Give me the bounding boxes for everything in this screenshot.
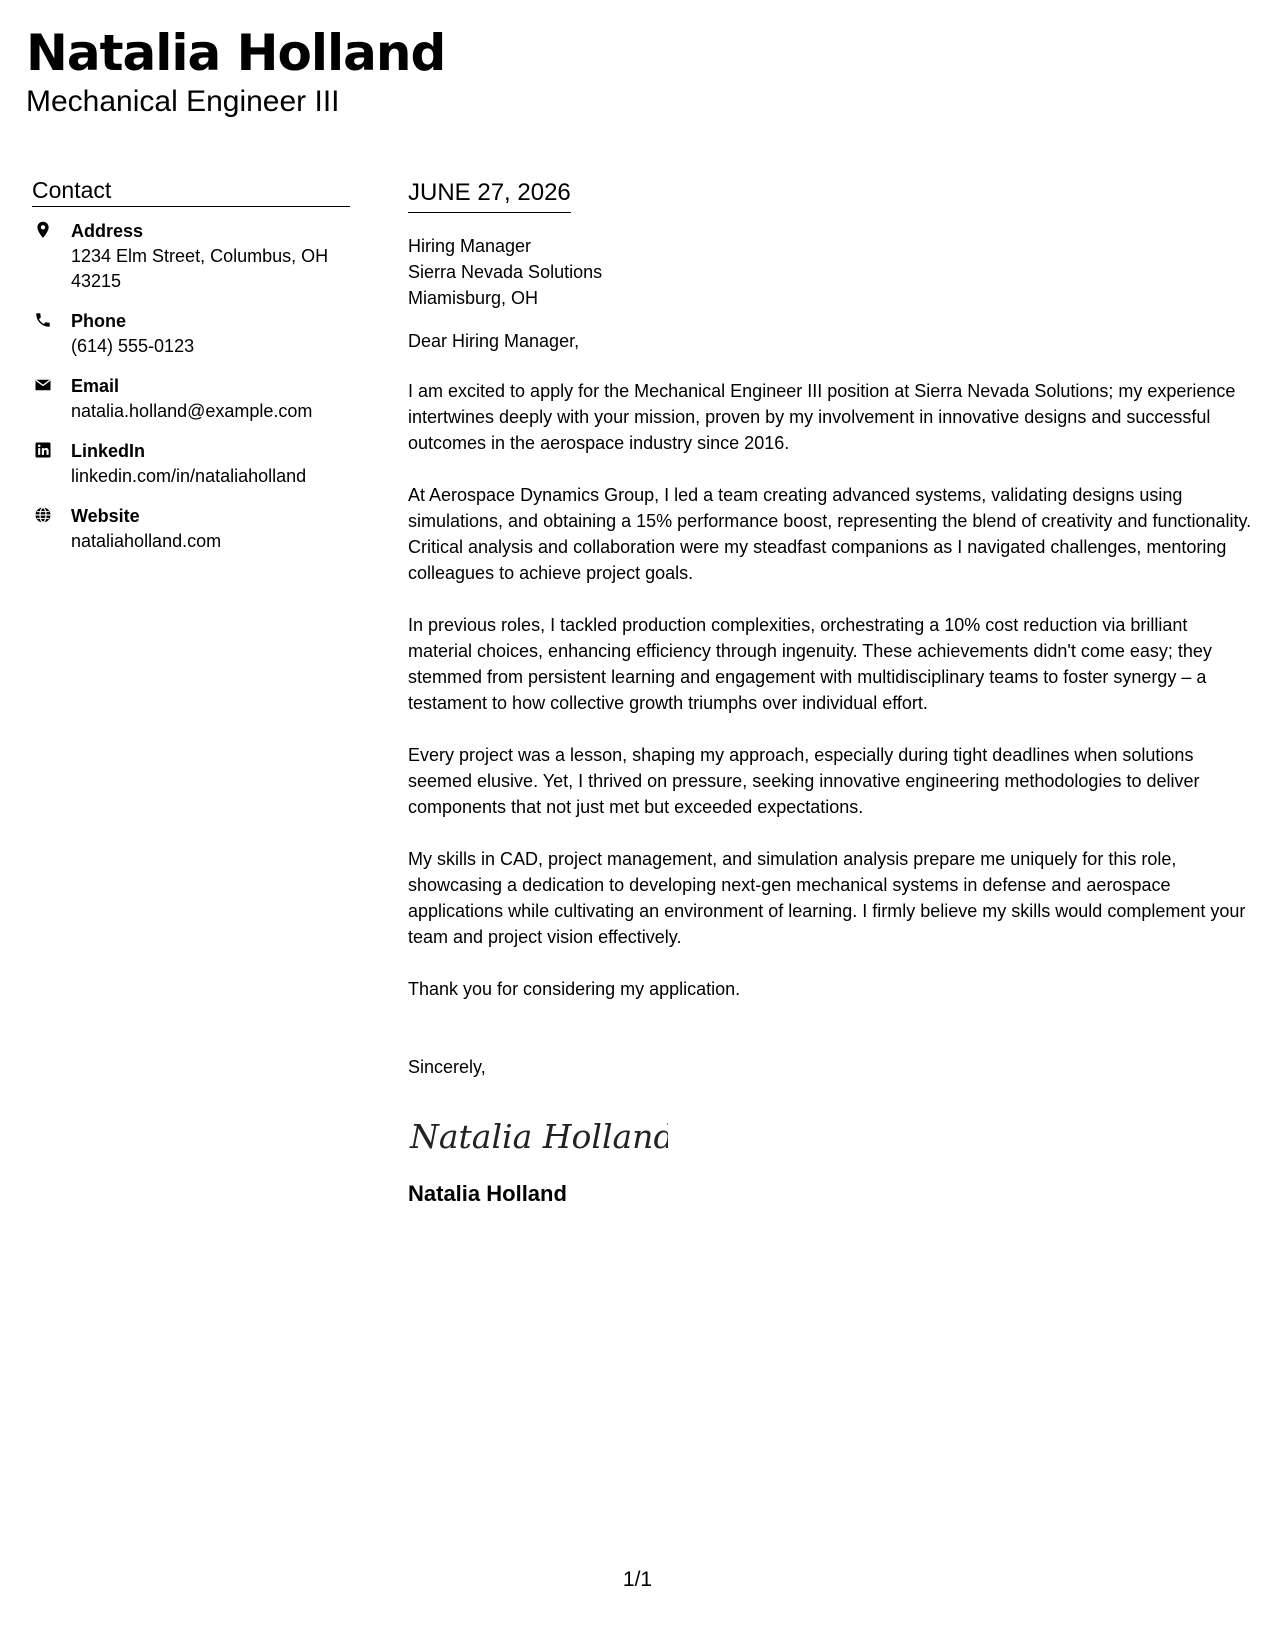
paragraph: I am excited to apply for the Mechanical Engineer III position at Sierra Nevada Solutions; my experience intertwines deeply with your mission, proven by my involvement in innovative designs and successful outcomes in the aerospace industry since 2016. [408, 381, 1236, 453]
paragraph: At Aerospace Dynamics Group, I led a team creating advanced systems, validating designs using simulations, and obtaining a 15% performance boost, representing the blend of creativity and functionality. Critical analysis and collaboration were my steadfast companions as I navigated challenges, mentoring colleagues to achieve project goals. [408, 485, 1252, 583]
contact-address [32, 219, 350, 294]
paragraph: Every project was a lesson, shaping my approach, especially during tight deadlines when solutions seemed elusive. Yet, I thrived on pressure, seeking innovative engineering methodologies to deliver components that not just met but exceeded expectations. [408, 745, 1200, 817]
address-value: 1234 Elm Street, Columbus, OH 43215 [71, 246, 329, 291]
recipient-company: Sierra Nevada Solutions [408, 262, 603, 282]
phone-value: (614) 555-0123 [71, 336, 195, 356]
signer-name: Natalia Holland [408, 1181, 567, 1206]
linkedin-icon [34, 441, 52, 459]
signature-graphic [408, 1110, 668, 1162]
contact-label: Website [71, 506, 140, 526]
contact-label: Phone [71, 311, 127, 331]
recipient-title: Hiring Manager [408, 236, 532, 256]
cover-letter-body [408, 178, 1253, 1208]
contact-label: LinkedIn [71, 441, 146, 461]
contact-sidebar [32, 176, 350, 569]
email-icon [34, 376, 52, 394]
paragraph: In previous roles, I tackled production complexities, orchestrating a 10% cost reduction via brilliant material choices, enhancing efficiency through ingenuity. These achievements didn't come easy; they stemmed from persistent learning and engagement with multidisciplinary teams to foster synergy – a testament to how collective growth triumphs over individual effort. [408, 615, 1212, 713]
contact-label: Address [71, 221, 144, 241]
website-link[interactable]: nataliaholland.com [71, 531, 222, 551]
letter-date: JUNE 27, 2026 [408, 178, 571, 213]
contact-section-title: Contact [32, 176, 350, 207]
recipient-block [408, 233, 1253, 311]
letter-paragraphs [408, 378, 1253, 1002]
handwritten-signature [408, 1110, 1253, 1162]
closing: Sincerely, [408, 1057, 486, 1077]
contact-website [32, 504, 350, 554]
applicant-role: Mechanical Engineer III [26, 85, 340, 118]
paragraph: Thank you for considering my application. [408, 979, 741, 999]
phone-icon [34, 311, 52, 329]
applicant-name: Natalia Holland [26, 24, 446, 82]
resume-header [26, 22, 445, 120]
globe-icon [34, 506, 52, 524]
email-link[interactable]: natalia.holland@example.com [71, 401, 313, 421]
contact-email [32, 374, 350, 424]
linkedin-link[interactable]: linkedin.com/in/nataliaholland [71, 466, 307, 486]
contact-label: Email [71, 376, 120, 396]
signature-mark: Natalia Holland [410, 1117, 668, 1156]
page-number: 1/1 [622, 1568, 653, 1591]
contact-linkedin [32, 439, 350, 489]
recipient-location: Miamisburg, OH [408, 288, 539, 308]
paragraph: My skills in CAD, project management, and simulation analysis prepare me uniquely for this role, showcasing a dedication to developing next-gen mechanical systems in defense and aerospace applications while cultivating an environment of learning. I firmly believe my skills would complement your team and project vision effectively. [408, 849, 1246, 947]
contact-phone [32, 309, 350, 359]
map-pin-icon [34, 221, 52, 239]
salutation: Dear Hiring Manager, [408, 331, 580, 351]
